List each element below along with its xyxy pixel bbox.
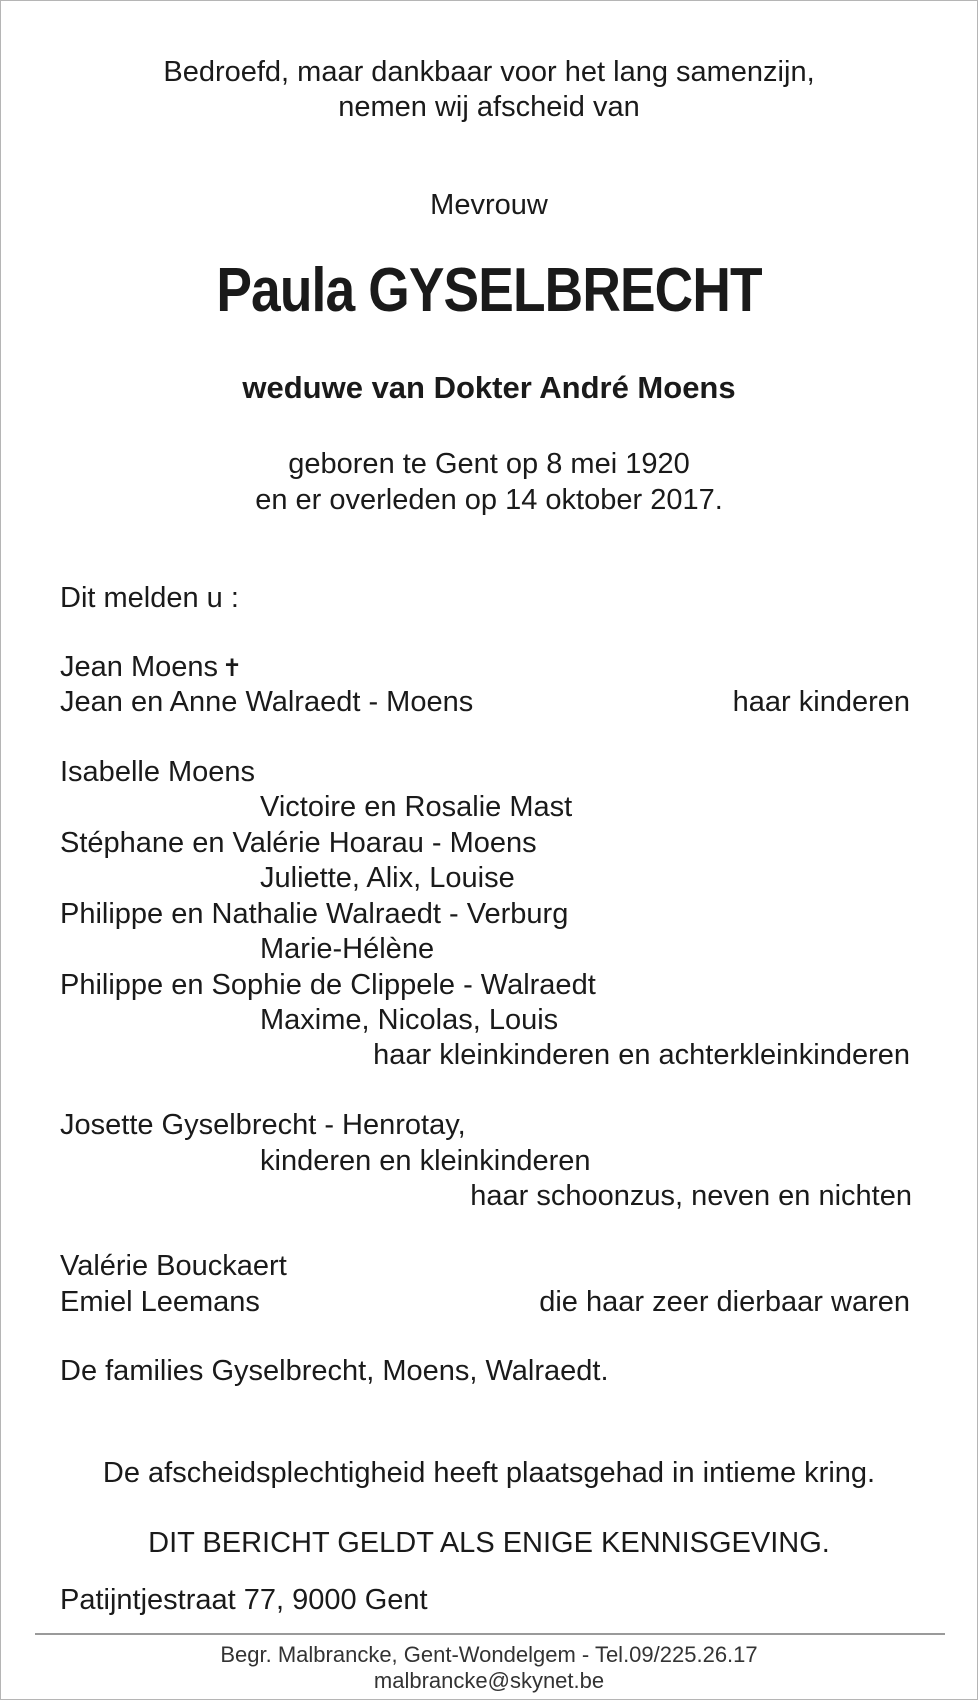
intro-line-2: nemen wij afscheid van xyxy=(338,91,640,123)
grandchild-line-3: Stéphane en Valérie Hoarau - Moens xyxy=(60,827,537,859)
death-line: en er overleden op 14 oktober 2017. xyxy=(255,484,723,516)
grandchild-line-6: Marie-Hélène xyxy=(260,933,435,965)
families: De families Gyselbrecht, Moens, Walraedt. xyxy=(60,1355,609,1387)
grandchild-line-7: Philippe en Sophie de Clippele - Walraedt xyxy=(60,969,596,1001)
funeral-home-email: malbrancke@skynet.be xyxy=(373,1668,605,1693)
grandchild-line-4: Juliette, Alix, Louise xyxy=(260,862,515,894)
funeral-home-line: Begr. Malbrancke, Gent-Wondelgem - Tel.09/225.26.17 xyxy=(220,1642,758,1667)
grandchild-line-1: Isabelle Moens xyxy=(60,756,256,788)
birth-line: geboren te Gent op 8 mei 1920 xyxy=(288,448,690,480)
address: Patijntjestraat 77, 9000 Gent xyxy=(60,1584,428,1616)
ceremony: De afscheidsplechtigheid heeft plaatsgehad in intieme kring. xyxy=(102,1457,876,1489)
sister-in-law-line-2: kinderen en kleinkinderen xyxy=(260,1145,591,1177)
title: Mevrouw xyxy=(430,189,548,221)
intro-line-1: Bedroefd, maar dankbaar voor het lang samenzijn, xyxy=(163,56,815,88)
widow-of: weduwe van Dokter André Moens xyxy=(242,370,736,405)
grandchild-line-8: Maxime, Nicolas, Louis xyxy=(260,1004,559,1036)
dear-one-2: Emiel Leemans xyxy=(60,1286,260,1318)
child-1-name: Jean Moens xyxy=(60,651,218,683)
grandchildren-relation: haar kleinkinderen en achterkleinkinderen xyxy=(373,1039,910,1071)
footer-divider xyxy=(35,1633,945,1635)
sister-in-law-line-1: Josette Gyselbrecht - Henrotay, xyxy=(60,1109,466,1141)
child-1 xyxy=(60,650,242,686)
deceased-cross-icon: ✝ xyxy=(222,655,243,682)
grandchild-line-2: Victoire en Rosalie Mast xyxy=(260,791,573,823)
children-relation: haar kinderen xyxy=(732,686,910,718)
child-2: Jean en Anne Walraedt - Moens xyxy=(60,686,474,718)
announce: Dit melden u : xyxy=(60,582,239,614)
notice: DIT BERICHT GELDT ALS ENIGE KENNISGEVING. xyxy=(148,1527,830,1559)
deceased-name: Paula GYSELBRECHT xyxy=(216,256,762,325)
sister-in-law-relation: haar schoonzus, neven en nichten xyxy=(470,1180,912,1212)
dear-one-1: Valérie Bouckaert xyxy=(60,1250,287,1282)
grandchild-line-5: Philippe en Nathalie Walraedt - Verburg xyxy=(60,898,569,930)
dear-ones-relation: die haar zeer dierbaar waren xyxy=(539,1286,910,1318)
